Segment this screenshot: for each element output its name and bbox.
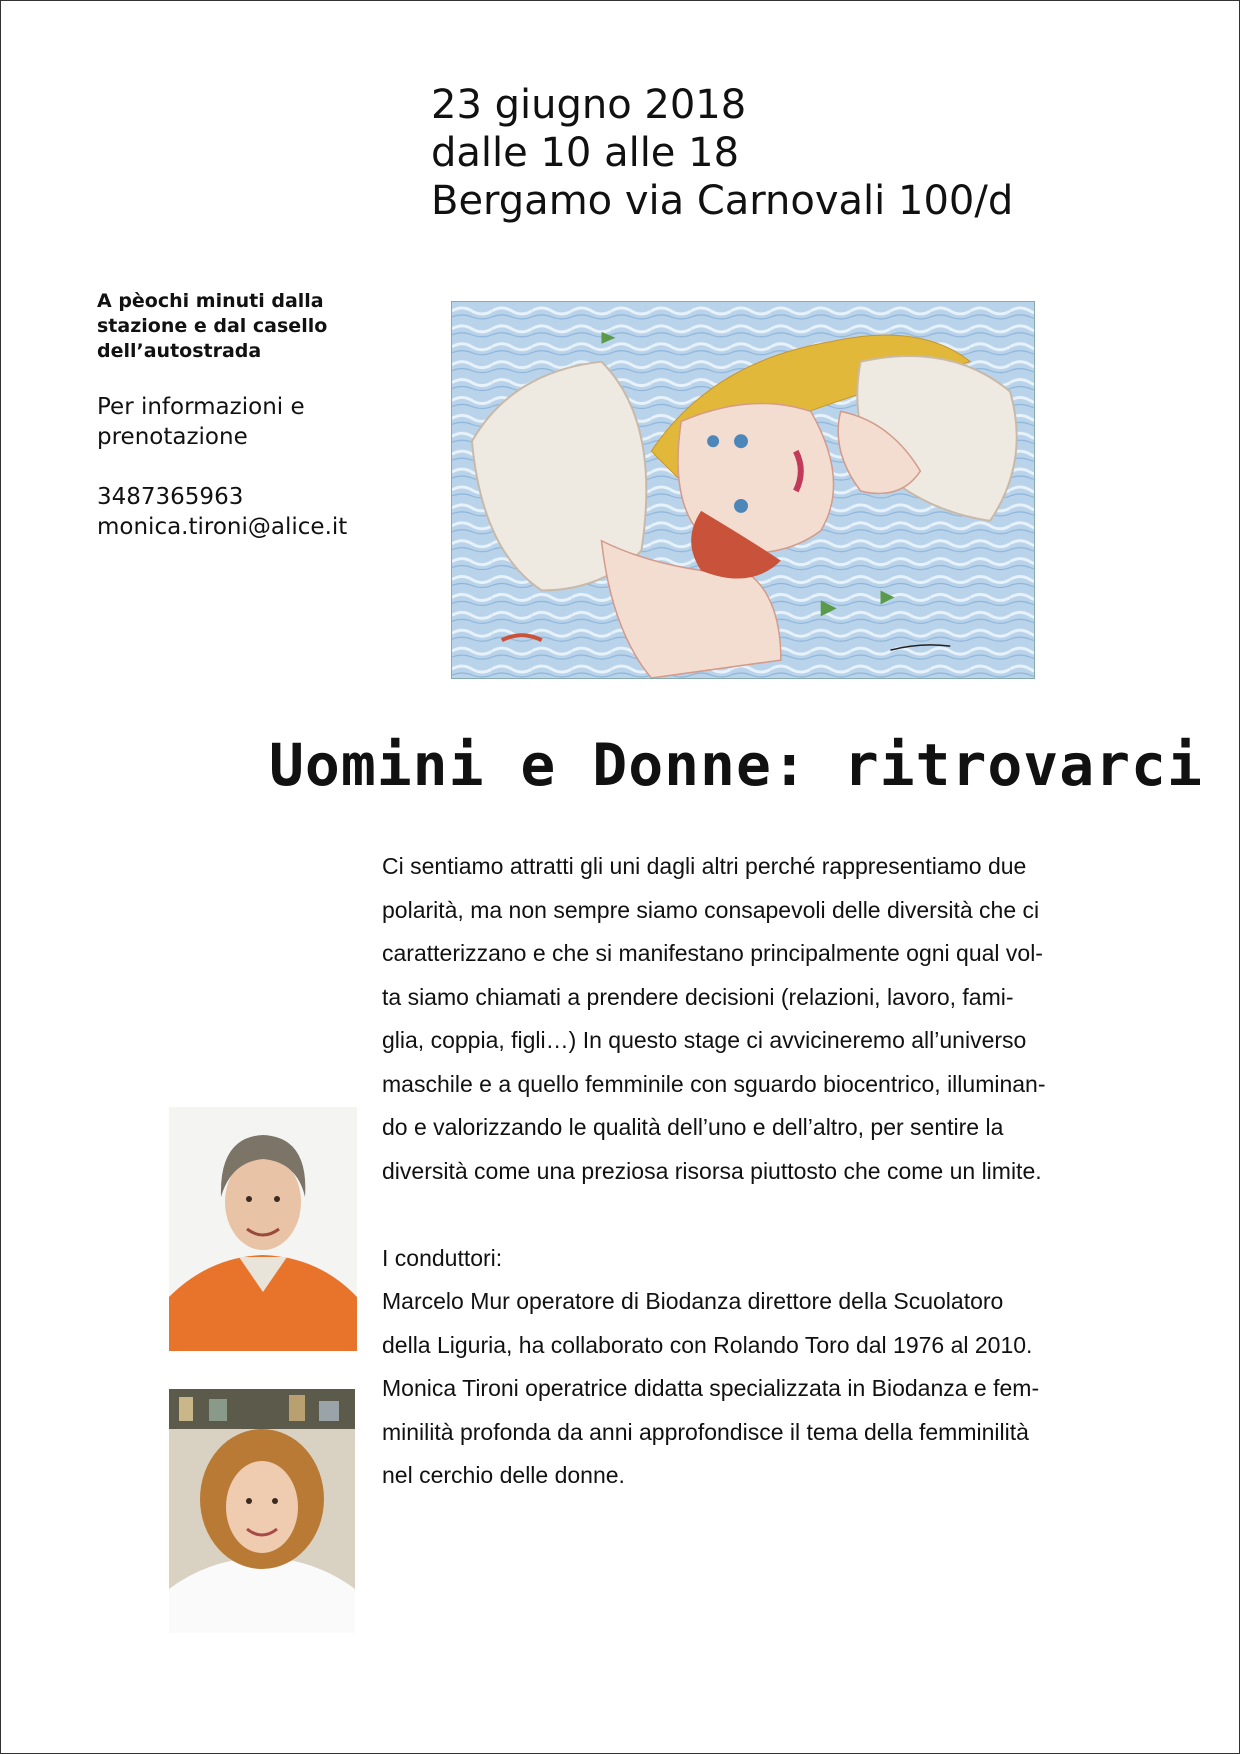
description-line: maschile e a quello femminile con sguardo biocentrico, illuminan- [382,1070,1046,1097]
description-line: polarità, ma non sempre siamo consapevoli delle diversità che ci [382,896,1040,923]
leaders-line: della Liguria, ha collaborato con Rolando Toro dal 1976 al 2010. [382,1331,1033,1358]
description-line: diversità come una preziosa risorsa piuttosto che come un limite. [382,1157,1042,1184]
leaders-line: nel cerchio delle donne. [382,1462,625,1488]
painting-image [451,301,1035,679]
side-info [97,289,397,542]
event-info [431,81,1013,225]
description-line: Ci sentiamo attratti gli uni dagli altri perché rappresentiamo due [382,853,1027,879]
location-note-line: stazione e dal casello [97,315,328,337]
event-time: dalle 10 alle 18 [431,130,740,176]
leaders-line: Monica Tironi operatrice didatta specializzata in Biodanza e fem- [382,1375,1040,1401]
leaders-line: minilità profonda da anni approfondisce il tema della femminilità [382,1418,1029,1445]
location-note [97,289,397,364]
event-date: 23 giugno 2018 [431,82,747,128]
event-location: Bergamo via Carnovali 100/d [431,178,1014,224]
location-note-line: dell’autostrada [97,340,262,362]
contact-details [97,482,397,542]
photo-marcelo-mur [169,1107,357,1351]
photo-monica-tironi [169,1389,355,1633]
description-line: caratterizzano e che si manifestano principalmente ogni qual vol- [382,940,1043,966]
event-title: Uomini e Donne: ritrovarci [269,731,1203,799]
description-line: glia, coppia, figli…) In questo stage ci avvicineremo all’universo [382,1027,1027,1053]
leaders-line: Marcelo Mur operatore di Biodanza direttore della Scuolatoro [382,1288,1004,1314]
description [382,845,1182,1498]
contact-label-line: Per informazioni e [97,394,305,420]
contact-label-line: prenotazione [97,424,248,450]
contact-email[interactable]: monica.tironi@alice.it [97,514,348,540]
description-line: do e valorizzando le qualità dell’uno e dell’altro, per sentire la [382,1114,1004,1140]
description-line: ta siamo chiamati a prendere decisioni (relazioni, lavoro, fami- [382,983,1014,1010]
paragraph-gap [382,1193,1182,1237]
location-note-line: A pèochi minuti dalla [97,290,324,312]
contact-phone[interactable]: 3487365963 [97,484,244,510]
leaders-heading: I conduttori: [382,1244,503,1271]
contact-label [97,392,397,452]
